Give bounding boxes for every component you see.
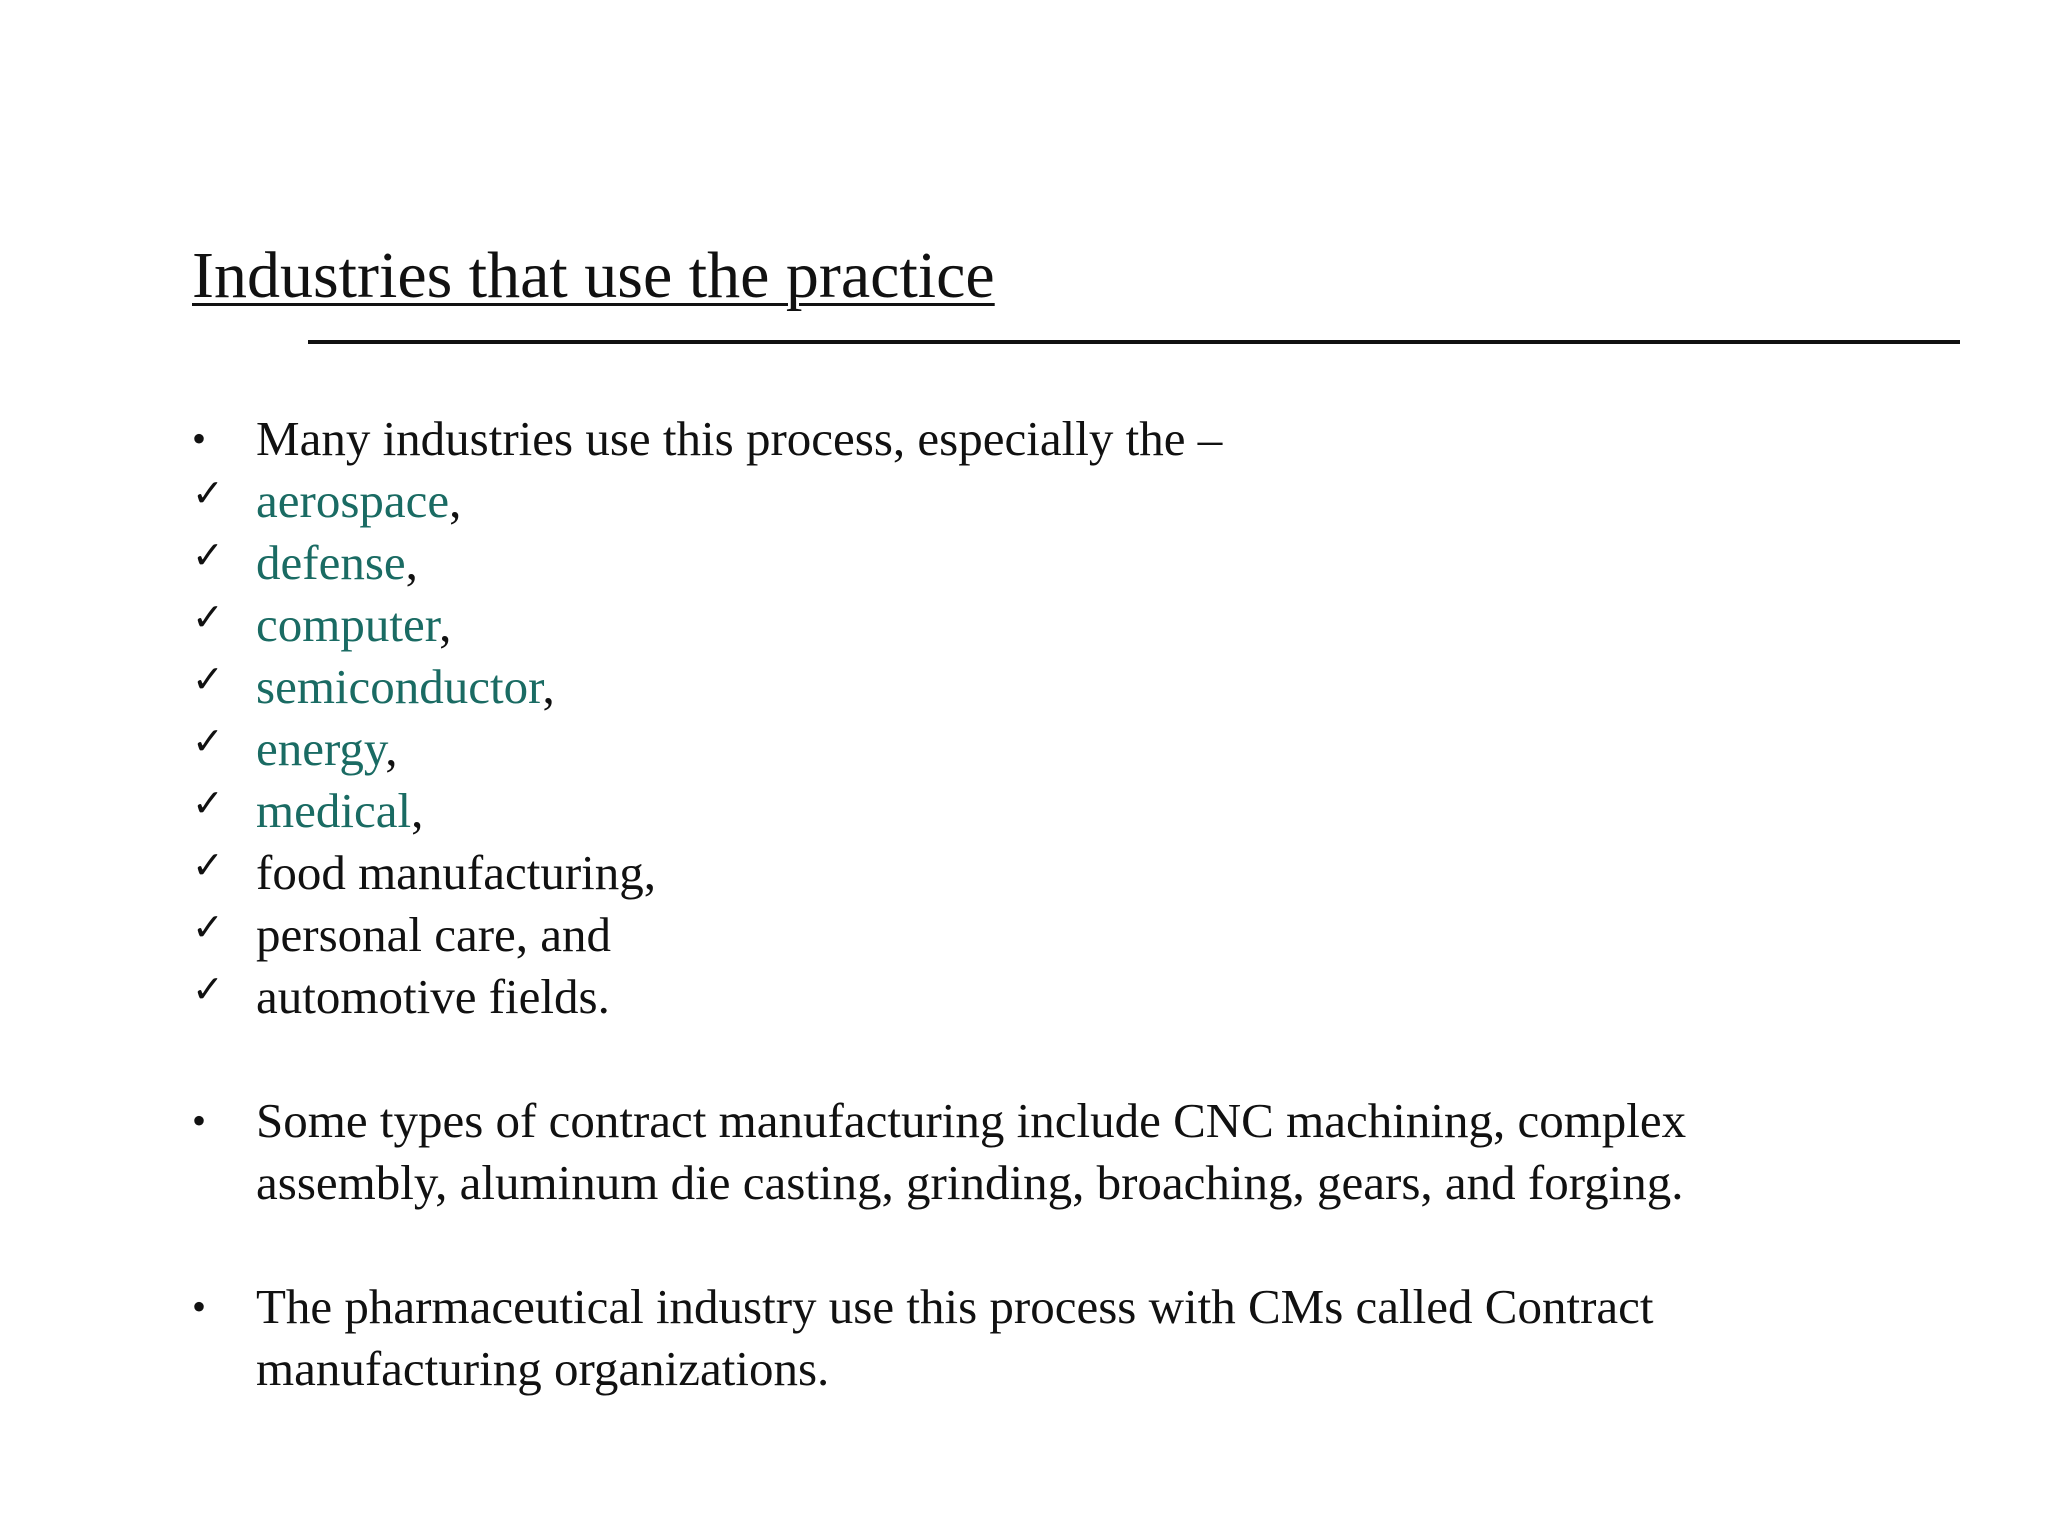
industry-name: personal care, and: [256, 907, 612, 962]
bullet-pharma: [188, 1276, 1988, 1400]
check-item-defense: [188, 532, 1988, 594]
checkmark-icon: ✓: [192, 967, 224, 1011]
industry-name: semiconductor: [256, 659, 543, 714]
bullet-icon: •: [192, 1098, 207, 1143]
industry-name: medical: [256, 783, 412, 838]
industry-punct: ,: [449, 473, 462, 528]
check-item-food: [188, 842, 1988, 904]
check-item-personal-care: [188, 904, 1988, 966]
spacer: [188, 1214, 1988, 1276]
checkmark-icon: ✓: [192, 843, 224, 887]
bullet-intro: [188, 408, 1988, 470]
bullet-pharma-line-2: manufacturing organizations.: [256, 1341, 830, 1396]
industry-punct: ,: [411, 783, 424, 838]
industry-name: energy: [256, 721, 386, 776]
checkmark-icon: ✓: [192, 905, 224, 949]
bullet-types-line-2: assembly, aluminum die casting, grinding, broaching, gears, and forging.: [256, 1155, 1684, 1210]
industry-name: aerospace: [256, 473, 450, 528]
industry-punct: ,: [405, 535, 418, 590]
industry-punct: ,: [385, 721, 398, 776]
check-item-semiconductor: [188, 656, 1988, 718]
checkmark-icon: ✓: [192, 719, 224, 763]
industry-punct: ,: [542, 659, 555, 714]
industry-name: automotive fields.: [256, 969, 610, 1024]
bullet-intro-text: Many industries use this process, especially the –: [256, 411, 1223, 466]
slide-content: [188, 408, 1988, 1400]
checkmark-icon: ✓: [192, 595, 224, 639]
bullet-icon: •: [192, 1284, 207, 1329]
spacer: [188, 1028, 1988, 1090]
check-item-medical: [188, 780, 1988, 842]
checkmark-icon: ✓: [192, 471, 224, 515]
industry-name: computer: [256, 597, 440, 652]
industry-name: defense: [256, 535, 406, 590]
bullet-types: [188, 1090, 1988, 1214]
industry-name: food manufacturing,: [256, 845, 657, 900]
check-item-aerospace: [188, 470, 1988, 532]
bullet-icon: •: [192, 416, 207, 461]
title-divider: [308, 340, 1960, 344]
checkmark-icon: ✓: [192, 533, 224, 577]
check-item-automotive: [188, 966, 1988, 1028]
checkmark-icon: ✓: [192, 781, 224, 825]
checkmark-icon: ✓: [192, 657, 224, 701]
check-item-computer: [188, 594, 1988, 656]
bullet-types-line-1: Some types of contract manufacturing include CNC machining, complex: [256, 1093, 1687, 1148]
bullet-pharma-line-1: The pharmaceutical industry use this process with CMs called Contract: [256, 1279, 1654, 1334]
slide-title: Industries that use the practice: [192, 239, 995, 312]
check-item-energy: [188, 718, 1988, 780]
industry-punct: ,: [439, 597, 452, 652]
